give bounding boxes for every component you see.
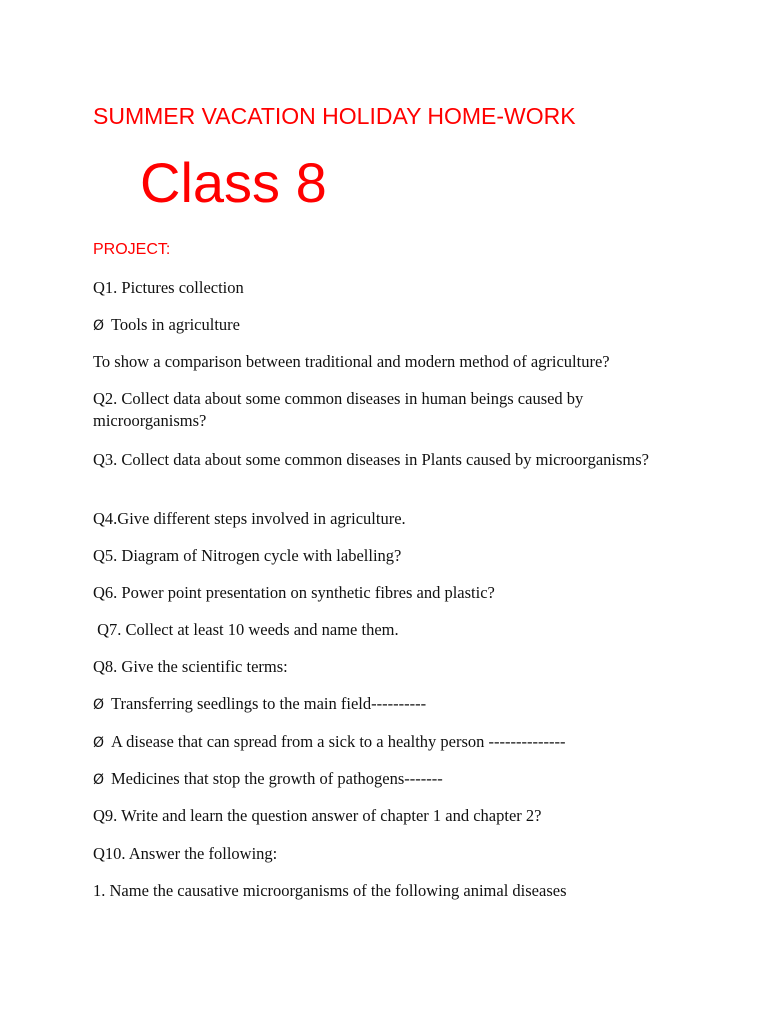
- question-5: Q5. Diagram of Nitrogen cycle with labelling?: [93, 546, 402, 565]
- bullet-icon: Ø: [93, 735, 105, 751]
- bullet-text: Tools in agriculture: [111, 315, 240, 334]
- bullet-text: A disease that can spread from a sick to a healthy person --------------: [111, 732, 566, 751]
- question-4: Q4.Give different steps involved in agriculture.: [93, 509, 406, 528]
- question-8-bullet-1: [93, 693, 683, 717]
- question-6: Q6. Power point presentation on synthetic fibres and plastic?: [93, 583, 495, 602]
- question-9: Q9. Write and learn the question answer of chapter 1 and chapter 2?: [93, 806, 542, 825]
- question-1-note: To show a comparison between traditional and modern method of agriculture?: [93, 352, 610, 371]
- question-8-bullet-2: [93, 731, 683, 755]
- question-8: Q8. Give the scientific terms:: [93, 657, 288, 676]
- question-8-bullet-3: [93, 768, 683, 792]
- bullet-icon: Ø: [93, 772, 105, 788]
- project-label: PROJECT:: [93, 241, 171, 258]
- question-1-bullet: [93, 314, 683, 338]
- question-10: Q10. Answer the following:: [93, 844, 278, 863]
- class-title: Class 8: [140, 151, 327, 214]
- question-10-item-1: 1. Name the causative microorganisms of the following animal diseases: [93, 881, 567, 900]
- bullet-icon: Ø: [93, 318, 105, 334]
- homework-heading: SUMMER VACATION HOLIDAY HOME-WORK: [93, 103, 576, 129]
- question-1: Q1. Pictures collection: [93, 278, 244, 297]
- question-2: Q2. Collect data about some common diseases in human beings caused by microorganisms?: [93, 389, 584, 430]
- bullet-icon: Ø: [93, 697, 105, 713]
- question-7: Q7. Collect at least 10 weeds and name them.: [93, 620, 399, 639]
- question-3: Q3. Collect data about some common diseases in Plants caused by microorganisms?: [93, 450, 650, 469]
- bullet-text: Medicines that stop the growth of pathogens-------: [111, 769, 443, 788]
- bullet-text: Transferring seedlings to the main field----------: [111, 694, 427, 713]
